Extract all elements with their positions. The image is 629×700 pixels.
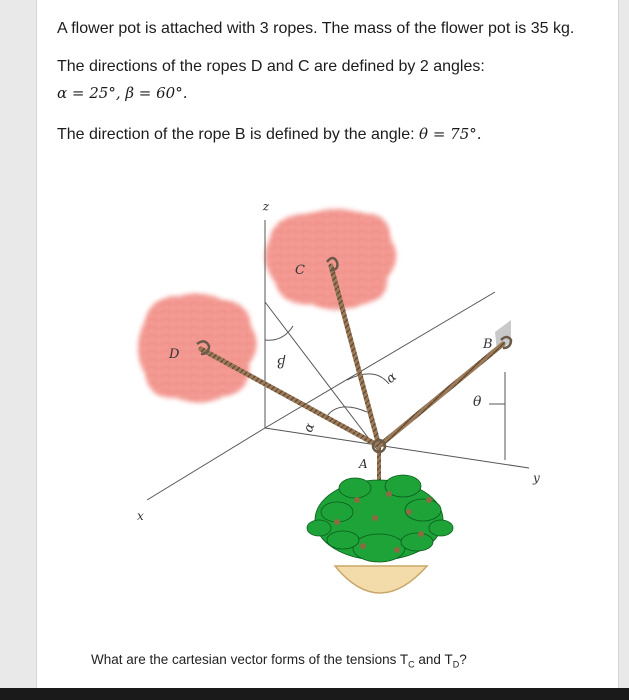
question-prefix: What are the cartesian vector forms of the tensions T [91,652,409,667]
question-suffix: ? [459,652,467,667]
alpha-label-lower: α [301,421,319,435]
point-d-label: D [169,347,180,362]
z-axis-label: z [262,201,269,215]
question-middle: and T [414,652,453,667]
problem-statement-line1: A flower pot is attached with 3 ropes. The mass of the flower pot is 35 kg. [57,20,575,37]
x-axis-label: x [137,509,144,523]
rope-b-text: The direction of the rope B is defined by the angle: [57,126,420,143]
brick-wall-d [138,294,257,403]
bottom-bar [0,688,629,700]
question-text [91,652,467,670]
point-a-label: A [359,457,368,471]
point-b-label: B [483,337,493,352]
alpha-arc-lower [327,407,367,416]
alpha-label-upper: α [383,369,400,387]
rope-b [379,344,503,446]
beta-label: β [276,354,285,370]
angles-alpha-beta: α = 25°, β = 60°. [57,84,188,102]
question-sub-c: C [408,659,415,670]
wall-line [265,292,495,428]
point-c-label: C [295,263,305,278]
y-axis-label: y [533,471,540,485]
pot-bowl [335,566,427,593]
x-axis [147,428,265,500]
foliage [307,475,453,562]
problem-card [36,0,619,688]
flower-pot [307,475,453,593]
theta-label: θ [473,394,482,410]
problem-statement-line2: The directions of the ropes D and C are defined by 2 angles: [57,58,485,75]
question-sub-d: D [452,659,460,670]
flower-pot-figure [37,0,618,688]
angle-theta-value: θ = 75°. [419,125,482,143]
